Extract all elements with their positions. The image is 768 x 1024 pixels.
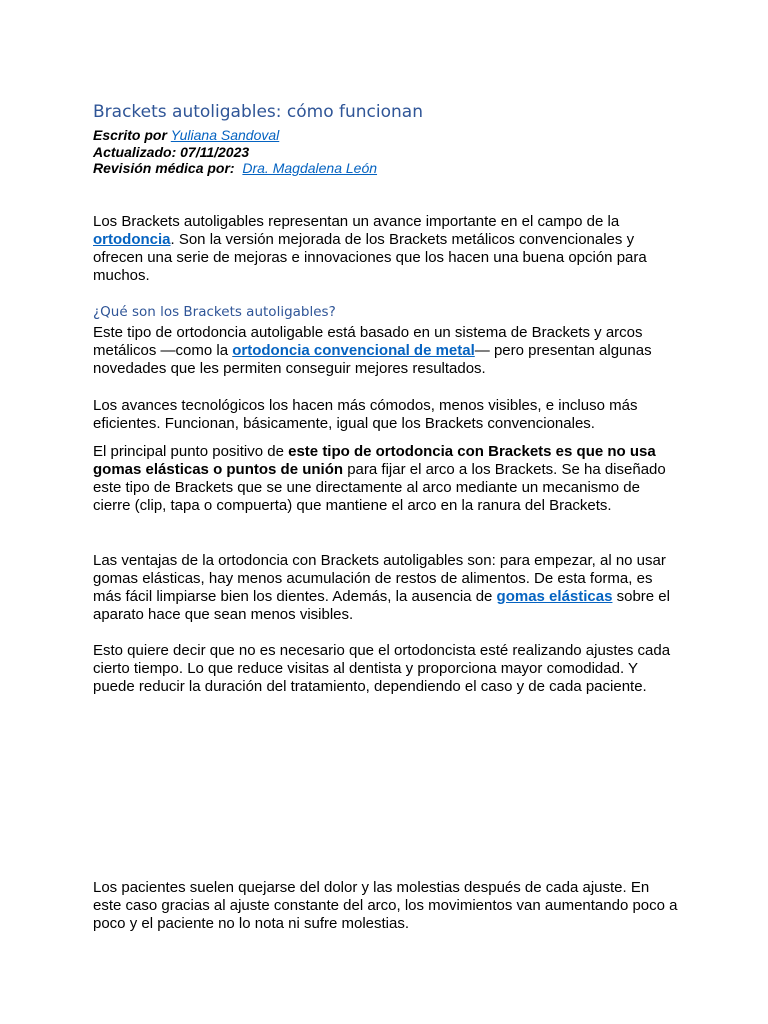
article-title: Brackets autoligables: cómo funcionan <box>93 102 423 122</box>
reviewer-link[interactable]: Dra. Magdalena León <box>242 160 378 176</box>
link-ortodoncia-convencional[interactable]: ortodoncia convencional de metal <box>232 342 475 359</box>
paragraph-5-start: Las ventajas de la ortodoncia con Brackets autoligables son: para empezar, al no usar gomas elásticas, hay menos acumulación de restos de alimentos. De esta forma, es más fácil limpiarse bien los dientes. Además, la ausencia de <box>93 552 666 605</box>
link-ortodoncia[interactable]: ortodoncia <box>93 231 171 248</box>
paragraph-2-start: Este tipo de ortodoncia autoligable está basado en un sistema de Brackets y arcos metálicos —como la <box>93 324 643 359</box>
paragraph-5-end: sobre el aparato hace que sean menos visibles. <box>93 588 670 623</box>
author-label: Escrito por <box>93 127 167 143</box>
intro-text-end: . Son la versión mejorada de los Brackets metálicos convencionales y ofrecen una serie de mejoras e innovaciones que los hacen una buena opción para muchos. <box>93 231 647 284</box>
intro-paragraph <box>93 213 679 285</box>
review-label: Revisión médica por: <box>93 160 235 176</box>
paragraph-4 <box>93 443 679 515</box>
intro-text-start: Los Brackets autoligables representan un avance importante en el campo de la <box>93 213 620 230</box>
author-line <box>93 127 279 144</box>
paragraph-4-start: El principal punto positivo de <box>93 443 289 460</box>
author-link[interactable]: Yuliana Sandoval <box>170 127 280 143</box>
updated-date: Actualizado: 07/11/2023 <box>93 144 250 160</box>
paragraph-7: Los pacientes suelen quejarse del dolor y las molestias después de cada ajuste. En este caso gracias al ajuste constante del arco, los movimientos van aumentando poco a poco y el paciente no lo nota ni sufre molestias. <box>93 879 678 932</box>
review-line <box>93 160 377 177</box>
paragraph-3: Los avances tecnológicos los hacen más cómodos, menos visibles, e incluso más eficientes. Funcionan, básicamente, igual que los Brackets convencionales. <box>93 397 638 432</box>
section-heading: ¿Qué son los Brackets autoligables? <box>93 304 336 320</box>
link-gomas-elasticas[interactable]: gomas elásticas <box>496 588 613 605</box>
paragraph-2 <box>93 324 679 378</box>
paragraph-2-end: — pero presentan algunas novedades que les permiten conseguir mejores resultados. <box>93 342 652 377</box>
paragraph-4-end: para fijar el arco a los Brackets. Se ha diseñado este tipo de Brackets que se une directamente al arco mediante un mecanismo de cierre (clip, tapa o compuerta) que mantiene el arco en la ranura del Brackets. <box>93 461 666 514</box>
paragraph-4-bold: este tipo de ortodoncia con Brackets es que no usa gomas elásticas o puntos de unión <box>93 443 656 478</box>
paragraph-6: Esto quiere decir que no es necesario que el ortodoncista esté realizando ajustes cada cierto tiempo. Lo que reduce visitas al dentista y proporciona mayor comodidad. Y puede reducir la duración del tratamiento, dependiendo el caso y de cada paciente. <box>93 642 671 695</box>
paragraph-5 <box>93 552 679 624</box>
